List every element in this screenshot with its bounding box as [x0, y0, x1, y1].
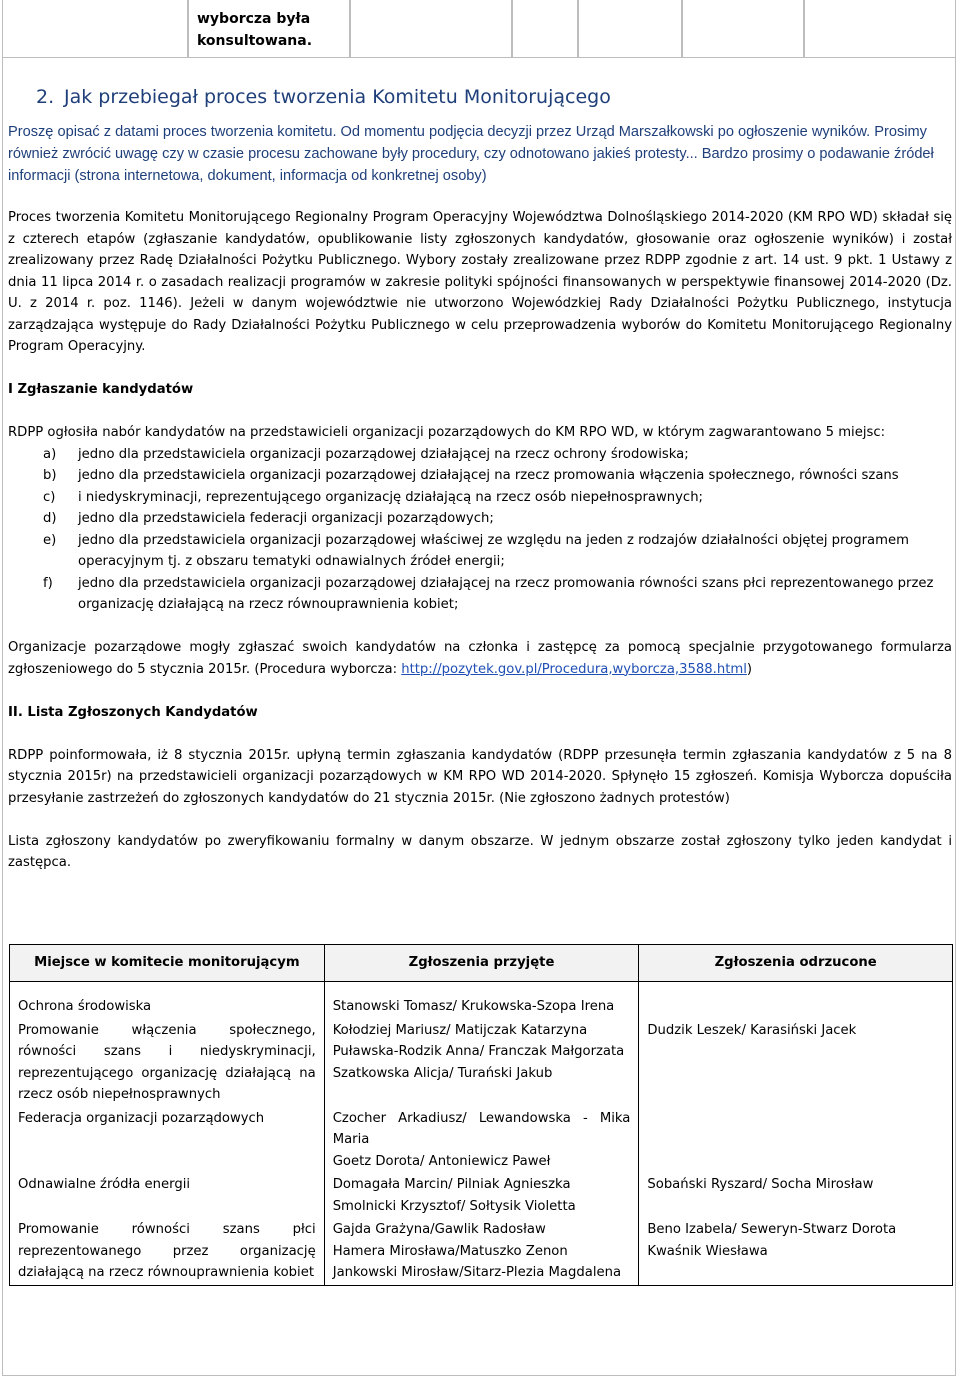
list-item-label: e)	[43, 532, 57, 548]
cell-rejected	[639, 1107, 953, 1174]
table-row	[10, 1218, 953, 1285]
header-accepted: Zgłoszenia przyjęte	[324, 945, 639, 982]
candidates-table	[9, 944, 953, 1286]
cell-accepted	[324, 1019, 639, 1107]
cell-line: Czocher Arkadiusz/ Lewandowska - Mika Maria	[332, 1110, 631, 1147]
cell-place: Promowanie włączenia społecznego, równości szans i niedyskryminacji, reprezentującego organizację działającą na rzecz osób niepełnosprawnych	[10, 1019, 325, 1107]
header-rejected: Zgłoszenia odrzucone	[639, 945, 953, 982]
paragraph-list: Lista zgłoszony kandydatów po zweryfikowaniu formalny w danym obszarze. W jednym obszarze został zgłoszony tylko jeden kandydat i zastępca.	[8, 833, 952, 870]
cell-accepted	[324, 1218, 639, 1285]
header-place: Miejsce w komitecie monitorującym	[10, 945, 325, 982]
seat-list-item	[8, 487, 952, 509]
procedure-link[interactable]: http://pozytek.gov.pl/Procedura,wyborcza,3588.html	[401, 661, 747, 677]
list-item-label: a)	[43, 446, 57, 462]
heading-submission: I Zgłaszanie kandydatów	[8, 382, 194, 397]
table-row	[10, 1173, 953, 1218]
cell-place: Ochrona środowiska	[10, 982, 325, 1019]
list-item-label: d)	[43, 511, 57, 526]
list-item-text: jedno dla przedstawiciela organizacji pozarządowej działającej na rzecz ochrony środowiska;	[78, 446, 689, 462]
heading-list: II. Lista Zgłoszonych Kandydatów	[8, 704, 258, 720]
cell-line: Domagała Marcin/ Pilniak Agnieszka	[332, 1177, 571, 1192]
table-body	[10, 982, 953, 1286]
seat-list-item	[8, 508, 952, 530]
seat-list-item	[8, 573, 952, 616]
seat-list-item	[8, 465, 952, 487]
cell-line: Beno Izabela/ Seweryn-Stwarz Dorota	[647, 1222, 897, 1237]
paragraph-call: RDPP ogłosiła nabór kandydatów na przedstawicieli organizacji pozarządowych do KM RPO WD, w którym zagwarantowano 5 miejsc:	[8, 425, 886, 440]
cell-line: Gajda Grażyna/Gawlik Radosław	[332, 1222, 546, 1237]
list-item-text: jedno dla przedstawiciela organizacji pozarządowej właściwej ze względu na jeden z rodzajów działalności objętej programem operacyjnym tj. z obszaru tematyki odnawialnych źródeł energii;	[78, 532, 909, 569]
answer-content	[8, 207, 952, 874]
cell-accepted	[324, 1173, 639, 1218]
seat-list-item	[8, 444, 952, 466]
list-item-text: i niedyskryminacji, reprezentującego organizację działającą na rzecz osób niepełnosprawnych;	[78, 489, 703, 505]
cell-line: Kołodziej Mariusz/ Matijczak Katarzyna	[332, 1022, 588, 1038]
top-cell	[512, 0, 578, 58]
list-item-text: jedno dla przedstawiciela organizacji pozarządowej działającej na rzecz promowania włączenia społecznego, równości szans	[78, 468, 899, 483]
cell-line: Kwaśnik Wiesława	[647, 1243, 768, 1259]
seat-list	[8, 444, 952, 616]
section-title-text: Jak przebiegał proces tworzenia Komitetu Monitorującego	[64, 86, 611, 108]
cell-place: Federacja organizacji pozarządowych	[10, 1107, 325, 1174]
top-cell	[804, 0, 956, 58]
cell-rejected	[639, 1218, 953, 1285]
list-item-text: jedno dla przedstawiciela organizacji pozarządowej działającej na rzecz promowania równości szans płci reprezentowanego przez organizację działającą na rzecz równouprawnienia kobiet;	[78, 575, 934, 612]
paragraph-form-text: Organizacje pozarządowe mogły zgłaszać swoich kandydatów na członka i zastępcę za pomocą specjalnie przygotowanego formularza zgłoszeniowego do 5 stycznia 2015r. (Procedura wyborcza:	[8, 640, 952, 677]
cell-place: Odnawialne źródła energii	[10, 1173, 325, 1218]
table-row	[10, 982, 953, 1019]
cell-rejected: Sobański Ryszard/ Socha Mirosław	[639, 1173, 953, 1218]
list-item-label: b)	[43, 468, 57, 483]
list-item-label: f)	[43, 575, 53, 591]
cell-accepted	[324, 1107, 639, 1174]
list-item-label: c)	[43, 489, 56, 505]
top-cell	[682, 0, 804, 58]
intro-paragraph: Proces tworzenia Komitetu Monitorującego Regionalny Program Operacyjny Województwa Dolnośląskiego 2014-2020 (KM RPO WD) składał się z czterech etapów (zgłaszanie kandydatów, opublikowanie listy zgłoszonych kandydatów, głosowanie oraz ogłoszenie wyników) i został zrealizowany przez Radę Działalności Pożytku Publicznego. Wybory zostały zrealizowane przez RDPP zgodnie z art. 14 ust. 9 pkt. 1 Ustawy z dnia 11 lipca 2014 r. o zasadach realizacji programów w zakresie polityki spójności finansowanych w perspektywie finansowej 2014-2020 (Dz. U. z 2014 r. poz. 1146). Jeżeli w danym województwie nie utworzono Wojewódzkiej Rady Działalności Pożytku Publicznego, instytucja zarządzająca występuje do Rady Działalności Pożytku Publicznego w celu przeprowadzenia wyborów do Komitetu Monitorującego Regionalny Program Operacyjny.	[8, 210, 952, 354]
section-number: 2.	[36, 86, 55, 108]
table-row	[10, 1107, 953, 1174]
list-item-text: jedno dla przedstawiciela federacji organizacji pozarządowych;	[78, 511, 494, 526]
cell-line: Jankowski Mirosław/Sitarz-Plezia Magdalena	[332, 1265, 622, 1280]
cell-accepted: Stanowski Tomasz/ Krukowska-Szopa Irena	[324, 982, 639, 1019]
table-header-row	[10, 945, 953, 982]
cell-rejected	[639, 982, 953, 1019]
cell-line: Hamera Mirosława/Matuszko Zenon	[332, 1243, 568, 1259]
cell-line: Goetz Dorota/ Antoniewicz Paweł	[332, 1153, 551, 1169]
section-title	[36, 86, 611, 108]
seat-list-item	[8, 530, 952, 573]
table-row	[10, 1019, 953, 1107]
paragraph-deadline: RDPP poinformowała, iż 8 stycznia 2015r. upłyną termin zgłaszania kandydatów (RDPP przesunęła termin zgłaszania kandydatów z 5 na 8 stycznia 2015r) na przedstawicieli organizacji pozarządowych w KM RPO WD 2014-2020. Spłynęło 15 zgłoszeń. Komisja Wyborcza dopuściła przesyłanie zastrzeżeń do zgłoszonych kandydatów do 21 stycznia 2015r. (Nie zgłoszono żadnych protestów)	[8, 747, 952, 806]
cell-place: Promowanie równości szans płci reprezentowanego przez organizację działającą na rzecz równouprawnienia kobiet	[10, 1218, 325, 1285]
top-cell	[2, 0, 188, 58]
paragraph-form-end: )	[746, 661, 753, 677]
cell-rejected: Dudzik Leszek/ Karasiński Jacek	[639, 1019, 953, 1107]
cell-line: Smolnicki Krzysztof/ Sołtysik Violetta	[332, 1198, 576, 1214]
paragraph-form	[8, 637, 952, 680]
question-text: Proszę opisać z datami proces tworzenia komitetu. Od momentu podjęcia decyzji przez Urząd Marszałkowski po ogłoszenie wyników. Prosimy również zwrócić uwagę czy w czasie procesu zachowane były procedury, czy odnotowano jakieś protesty... Bardzo prosimy o podawanie źródeł informacji (strona internetowa, dokument, informacja od konkretnej osoby)	[8, 124, 934, 184]
cell-line: Puławska-Rodzik Anna/ Franczak Małgorzata	[332, 1044, 625, 1059]
top-table-remnant	[2, 0, 956, 58]
top-cell	[350, 0, 512, 58]
cell-line: Szatkowska Alicja/ Turański Jakub	[332, 1065, 553, 1081]
top-cell	[578, 0, 682, 58]
top-cell-text: wyborcza była konsultowana.	[188, 0, 350, 58]
